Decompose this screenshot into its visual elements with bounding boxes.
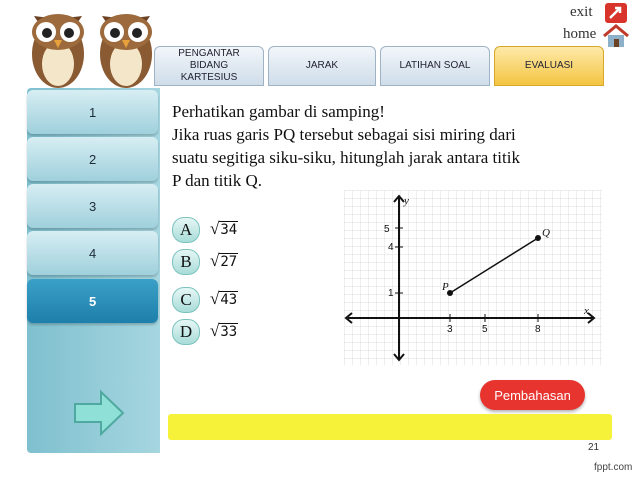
y-tick-label: 4 xyxy=(388,242,394,253)
sidebar-item-1[interactable]: 1 xyxy=(27,90,158,134)
tab-evaluasi[interactable]: EVALUASI xyxy=(494,46,604,86)
home-icon[interactable] xyxy=(602,24,630,48)
option-c-value: √43 xyxy=(210,289,238,308)
exit-icon[interactable] xyxy=(604,2,628,24)
x-tick-label: 8 xyxy=(535,324,541,335)
sidebar-item-2[interactable]: 2 xyxy=(27,137,158,181)
next-arrow-button[interactable] xyxy=(73,388,125,438)
page-number: 21 xyxy=(588,442,600,453)
point-p-label: P xyxy=(442,281,449,293)
owl-icon xyxy=(28,4,88,92)
home-link[interactable]: home xyxy=(563,26,597,42)
sidebar-item-4[interactable]: 4 xyxy=(27,231,158,275)
tab-pengantar-bidang-kartesius[interactable]: PENGANTAR BIDANG KARTESIUS xyxy=(154,46,264,86)
coordinate-graph xyxy=(344,190,602,365)
x-tick-label: 5 xyxy=(482,324,488,335)
option-b-button[interactable]: B xyxy=(172,249,200,275)
exit-link[interactable]: exit xyxy=(570,4,593,20)
tab-jarak[interactable]: JARAK xyxy=(268,46,376,86)
option-d-value: √33 xyxy=(210,321,238,340)
y-axis-label: y xyxy=(404,195,409,207)
brand-watermark: fppt.com xyxy=(594,462,633,473)
question-text xyxy=(172,100,612,192)
tab-latihan-soal[interactable]: LATIHAN SOAL xyxy=(380,46,490,86)
option-a-button[interactable]: A xyxy=(172,217,200,243)
point-q-label: Q xyxy=(542,227,550,239)
option-d-button[interactable]: D xyxy=(172,319,200,345)
y-tick-label: 1 xyxy=(388,288,394,299)
sidebar-item-3[interactable]: 3 xyxy=(27,184,158,228)
option-c-button[interactable]: C xyxy=(172,287,200,313)
option-a-value: √34 xyxy=(210,219,238,238)
owl-icon xyxy=(96,4,156,92)
question-line: suatu segitiga siku-siku, hitunglah jarak antara titik xyxy=(172,148,520,167)
option-b-value: √27 xyxy=(210,251,238,270)
answer-bar xyxy=(168,414,612,440)
sidebar-item-5[interactable]: 5 xyxy=(27,279,158,323)
x-axis-label: x xyxy=(584,305,589,317)
pembahasan-button[interactable]: Pembahasan xyxy=(480,380,585,410)
question-line: P dan titik Q. xyxy=(172,171,263,190)
y-tick-label: 5 xyxy=(384,224,390,235)
x-tick-label: 3 xyxy=(447,324,453,335)
question-line: Perhatikan gambar di samping! xyxy=(172,102,385,121)
question-line: Jika ruas garis PQ tersebut sebagai sisi miring dari xyxy=(172,125,516,144)
